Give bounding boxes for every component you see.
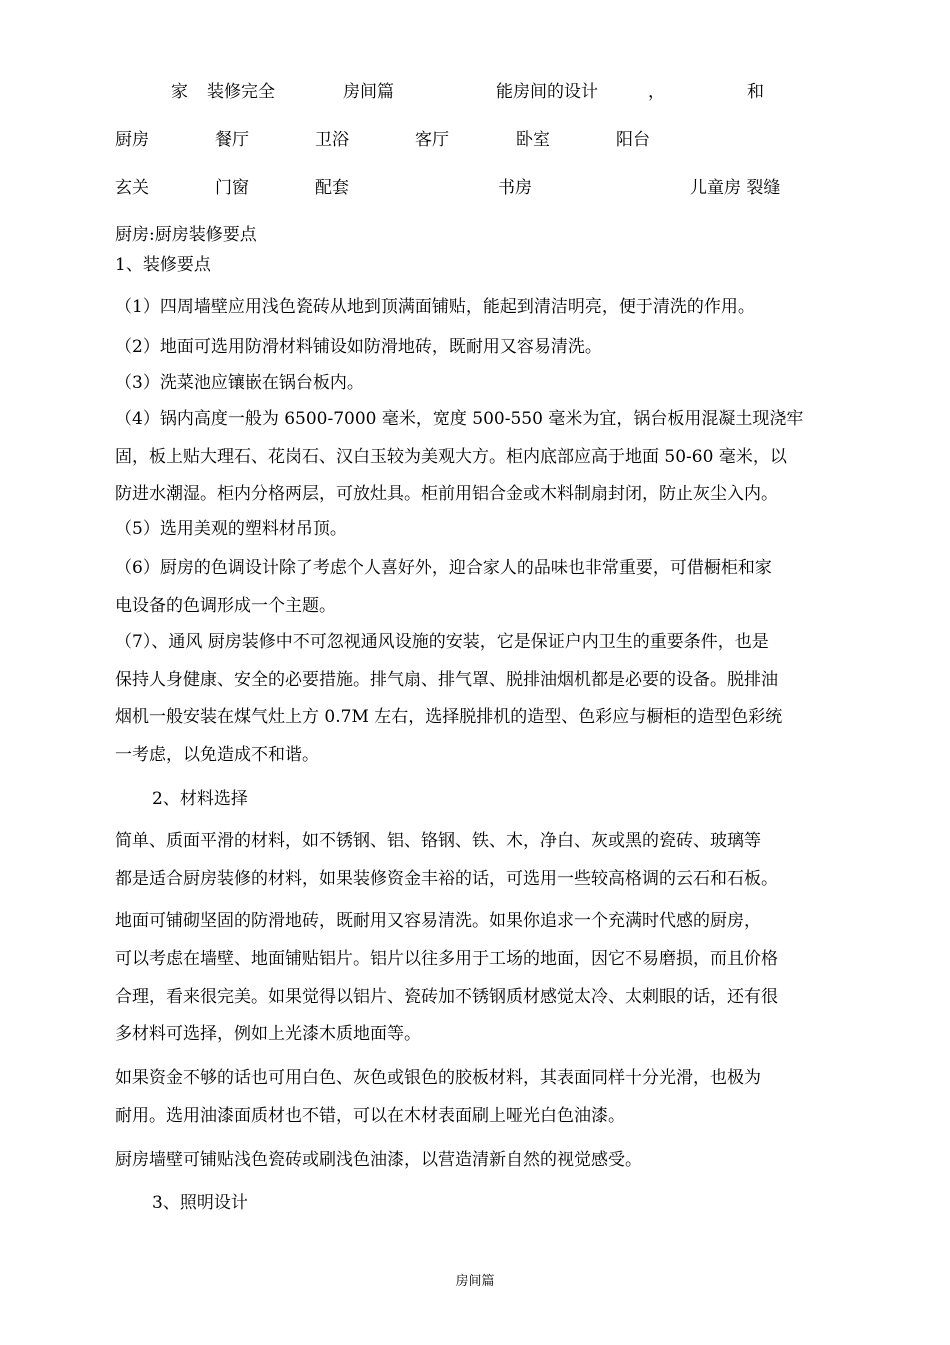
item-line: 烟机一般安装在煤气灶上方 0.7M 左右，选择脱排机的造型、色彩应与橱柜的造型色彩统 — [115, 707, 783, 727]
paragraph-line: 都是适合厨房装修的材料，如果装修资金丰裕的话，可选用一些较高格调的云石和石板。 — [115, 869, 778, 889]
paragraph-line: 多材料可选择，例如上光漆木质地面等。 — [115, 1024, 421, 1044]
header-word-1: 家 — [171, 82, 188, 102]
item-line: （2）地面可选用防滑材料铺设如防滑地砖，既耐用又容易清洗。 — [115, 337, 602, 357]
item-line: 电设备的色调形成一个主题。 — [115, 596, 336, 616]
paragraph-line: 地面可铺砌坚固的防滑地砖，既耐用又容易清洗。如果你追求一个充满时代感的厨房， — [115, 911, 761, 931]
item-line: （7）、通风 厨房装修中不可忽视通风设施的安装，它是保证户内卫生的重要条件，也是 — [115, 632, 769, 652]
nav-link-kids-room-cracks[interactable]: 儿童房 裂缝 — [690, 178, 781, 198]
paragraph-line: 耐用。选用油漆面质材也不错，可以在木材表面刷上哑光白色油漆。 — [115, 1106, 625, 1126]
item-line: 一考虑，以免造成不和谐。 — [115, 745, 319, 765]
heading-material-selection: 2、材料选择 — [152, 789, 248, 809]
paragraph-line: 合理，看来很完美。如果觉得以铝片、瓷砖加不锈钢质材感觉太冷、太刺眼的话，还有很 — [115, 987, 778, 1007]
item-line: （3）洗菜池应镶嵌在锅台板内。 — [115, 373, 364, 393]
header-word-2: 装修完全 — [207, 82, 275, 102]
nav-link-doors-windows[interactable]: 门窗 — [215, 178, 249, 198]
header-word-4: 能房间的设计 — [496, 82, 598, 102]
item-line: （5）选用美观的塑料材吊顶。 — [115, 519, 347, 539]
item-line: 保持人身健康、安全的必要措施。排气扇、排气罩、脱排油烟机都是必要的设备。脱排油 — [115, 670, 778, 690]
nav-link-living-room[interactable]: 客厅 — [415, 130, 449, 150]
item-line: （1）四周墙壁应用浅色瓷砖从地到顶满面铺贴，能起到清洁明亮，便于清洗的作用。 — [115, 297, 755, 317]
nav-link-accessories[interactable]: 配套 — [315, 178, 349, 198]
header-word-3: 房间篇 — [343, 82, 394, 102]
paragraph-line: 厨房墙壁可铺贴浅色瓷砖或刷浅色油漆，以营造清新自然的视觉感受。 — [115, 1150, 642, 1170]
nav-link-study[interactable]: 书房 — [498, 178, 532, 198]
heading-lighting-design: 3、照明设计 — [152, 1193, 248, 1213]
header-word-6: 和 — [747, 82, 764, 102]
paragraph-line: 简单、质面平滑的材料，如不锈钢、铝、铬钢、铁、木，净白、灰或黑的瓷砖、玻璃等 — [115, 831, 761, 851]
nav-link-kitchen[interactable]: 厨房 — [115, 130, 149, 150]
item-line: 固，板上贴大理石、花岗石、汉白玉较为美观大方。柜内底部应高于地面 50-60 毫米，以 — [115, 447, 787, 467]
item-line: 防进水潮湿。柜内分格两层，可放灶具。柜前用铝合金或木料制扇封闭，防止灰尘入内。 — [115, 484, 778, 504]
header-word-5: ， — [648, 82, 665, 102]
nav-link-dining[interactable]: 餐厅 — [215, 130, 249, 150]
paragraph-line: 如果资金不够的话也可用白色、灰色或银色的胶板材料，其表面同样十分光滑，也极为 — [115, 1068, 761, 1088]
nav-link-entrance[interactable]: 玄关 — [115, 178, 149, 198]
heading-decoration-points: 1、装修要点 — [115, 255, 211, 275]
page-footer: 房间篇 — [455, 1274, 495, 1289]
nav-link-bathroom[interactable]: 卫浴 — [315, 130, 349, 150]
paragraph-line: 可以考虑在墙壁、地面铺贴铝片。铝片以往多用于工场的地面，因它不易磨损，而且价格 — [115, 949, 778, 969]
section-title: 厨房:厨房装修要点 — [115, 225, 257, 245]
nav-link-balcony[interactable]: 阳台 — [616, 130, 650, 150]
nav-link-bedroom[interactable]: 卧室 — [516, 130, 550, 150]
item-line: （6）厨房的色调设计除了考虑个人喜好外，迎合家人的品味也非常重要，可借橱柜和家 — [115, 558, 772, 578]
item-line: （4）锅内高度一般为 6500-7000 毫米，宽度 500-550 毫米为宜，锅台板用混凝土现浇牢 — [115, 409, 804, 429]
